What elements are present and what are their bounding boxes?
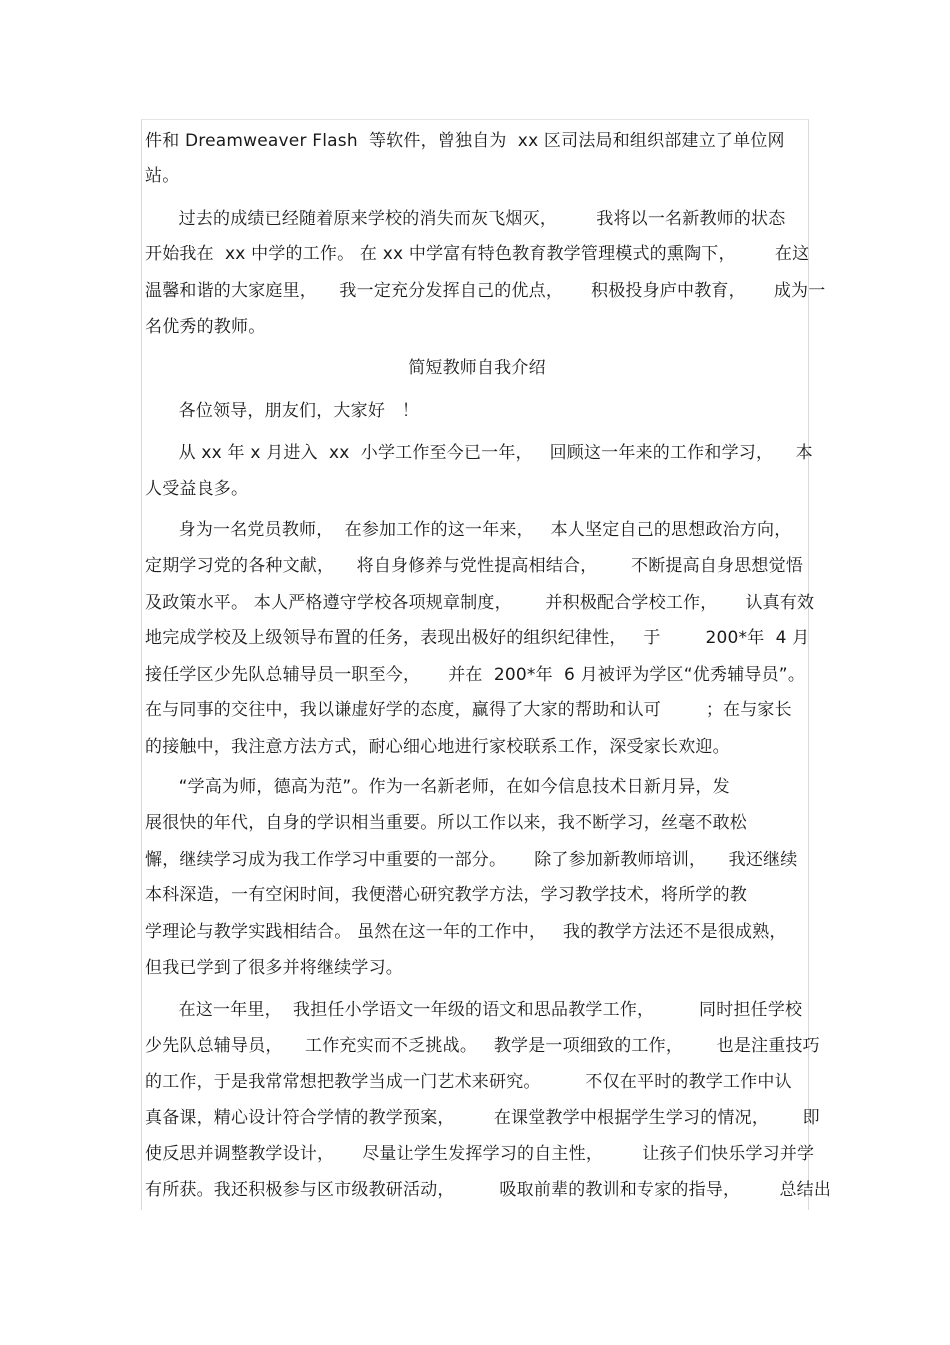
- text-line: 在与同事的交往中，我以谦虚好学的态度，赢得了大家的帮助和认可 ；在与家长: [145, 700, 792, 720]
- text-line: 身为一名党员教师， 在参加工作的这一年来， 本人坚定自己的思想政治方向，: [145, 520, 792, 540]
- text-line: 真备课，精心设计符合学情的教学预案， 在课堂教学中根据学生学习的情况， 即: [145, 1108, 820, 1128]
- text-line: 的接触中，我注意方法方式，耐心细心地进行家校联系工作，深受家长欢迎。: [145, 737, 730, 757]
- text-line: 学理论与教学实践相结合。 虽然在这一年的工作中， 我的教学方法还不是很成熟，: [145, 922, 787, 942]
- text-line: 温馨和谐的大家庭里， 我一定充分发挥自己的优点， 积极投身庐中教育， 成为一: [145, 281, 826, 301]
- text-line: 定期学习党的各种文献， 将自身修养与党性提高相结合， 不断提高自身思想觉悟: [145, 556, 804, 576]
- text-line: “学高为师，德高为范”。作为一名新老师，在如今信息技术日新月异，发: [145, 777, 730, 797]
- text-line: 使反思并调整教学设计， 尽量让学生发挥学习的自主性， 让孩子们快乐学习并学: [145, 1144, 815, 1164]
- text-line: 开始我在 xx 中学的工作。 在 xx 中学富有特色教育教学管理模式的熏陶下， 在这: [145, 244, 810, 264]
- text-line: 人受益良多。: [145, 479, 249, 499]
- text-line: 地完成学校及上级领导布置的任务，表现出极好的组织纪律性， 于 200*年 4 月: [145, 628, 810, 648]
- text-line: 在这一年里， 我担任小学语文一年级的语文和思品教学工作， 同时担任学校: [145, 1000, 803, 1020]
- text-line: 从 xx 年 x 月进入 xx 小学工作至今已一年， 回顾这一年来的工作和学习， 本: [145, 443, 813, 463]
- text-line: 展很快的年代，自身的学识相当重要。所以工作以来，我不断学习，丝毫不敢松: [145, 813, 747, 833]
- text-line: 各位领导，朋友们，大家好 ！: [145, 401, 420, 421]
- text-line: 件和 Dreamweaver Flash 等软件，曾独自为 xx 区司法局和组织部建立了单位网: [145, 131, 785, 151]
- text-line: 有所获。我还积极参与区市级教研活动， 吸取前辈的教训和专家的指导， 总结出: [145, 1180, 832, 1200]
- text-line: 及政策水平。 本人严格遵守学校各项规章制度， 并积极配合学校工作， 认真有效: [145, 593, 815, 613]
- text-line: 站。: [145, 166, 180, 186]
- text-line: 但我已学到了很多并将继续学习。: [145, 958, 403, 978]
- section-heading: 简短教师自我介绍: [408, 358, 546, 378]
- text-line: 接任学区少先队总辅导员一职至今， 并在 200*年 6 月被评为学区“优秀辅导员”。: [145, 665, 806, 685]
- text-line: 的工作，于是我常常想把教学当成一门艺术来研究。 不仅在平时的教学工作中认: [145, 1072, 792, 1092]
- text-line: 少先队总辅导员， 工作充实而不乏挑战。 教学是一项细致的工作， 也是注重技巧: [145, 1036, 820, 1056]
- text-line: 本科深造，一有空闲时间，我便潜心研究教学方法，学习教学技术，将所学的教: [145, 885, 747, 905]
- text-line: 过去的成绩已经随着原来学校的消失而灰飞烟灭， 我将以一名新教师的状态: [145, 209, 786, 229]
- text-line: 懈，继续学习成为我工作学习中重要的一部分。 除了参加新教师培训， 我还继续: [145, 850, 798, 870]
- text-line: 名优秀的教师。: [145, 317, 266, 337]
